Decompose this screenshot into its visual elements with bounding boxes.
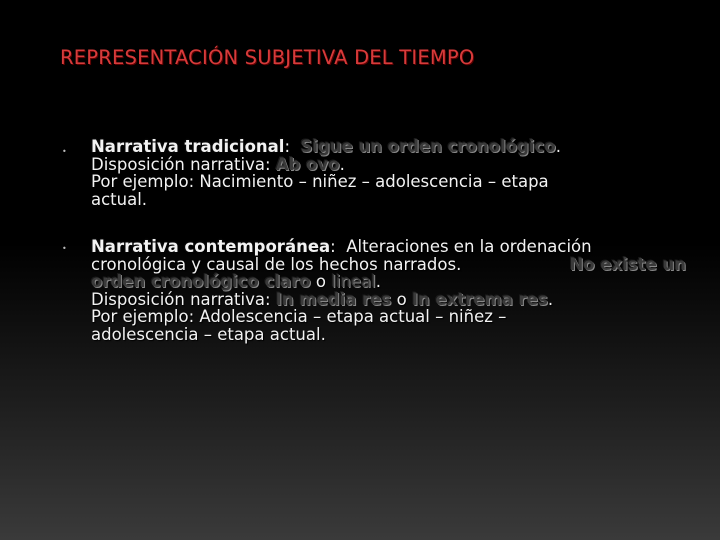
contemporary-example-line-2: adolescencia – etapa actual.: [91, 324, 326, 344]
traditional-example-line-1: Por ejemplo: Nacimiento – niñez – adolescencia – etapa: [91, 172, 549, 191]
contemporary-period: .: [375, 272, 382, 291]
traditional-term: Narrativa tradicional: [91, 137, 285, 156]
bullet-item-traditional: [91, 138, 686, 208]
contemporary-connector: o: [315, 272, 327, 291]
traditional-definition: Sigue un orden cronológico: [300, 137, 556, 156]
traditional-disposition-label: Disposición narrativa:: [91, 154, 271, 174]
contemporary-colon: :: [330, 237, 336, 256]
traditional-example-line-2: actual.: [91, 189, 148, 209]
contemporary-disposition-label: Disposición narrativa:: [91, 289, 271, 309]
contemporary-desc-line-1: Alteraciones en la ordenación: [346, 237, 592, 256]
contemporary-disposition-period: .: [547, 289, 554, 309]
bullet-icon: •: [62, 244, 67, 253]
contemporary-emphasis-lineal: lineal: [331, 272, 376, 291]
contemporary-line-3: [91, 273, 686, 291]
contemporary-emphasis-2: orden cronológico claro: [91, 272, 311, 291]
contemporary-line-4: [91, 291, 686, 309]
traditional-disposition-period: .: [339, 154, 345, 174]
contemporary-term: Narrativa contemporánea: [91, 237, 331, 256]
contemporary-connector-2: o: [396, 289, 407, 309]
contemporary-disposition-value-2: In extrema res: [411, 289, 548, 309]
contemporary-desc-line-2: cronológica y causal de los hechos narrados.: [91, 254, 462, 274]
traditional-disposition-value: Ab ovo: [275, 154, 340, 174]
contemporary-line-1: [91, 238, 686, 256]
bullet-item-contemporary: [91, 238, 686, 343]
traditional-period: .: [555, 137, 561, 156]
traditional-line-1: [91, 138, 686, 156]
contemporary-emphasis-1: No existe un: [569, 254, 686, 274]
contemporary-line-2: [91, 256, 686, 274]
slide-title: REPRESENTACIÓN SUBJETIVA DEL TIEMPO: [60, 46, 475, 69]
traditional-colon: :: [284, 137, 291, 156]
bullet-icon: •: [62, 147, 67, 156]
contemporary-example-line-1: Por ejemplo: Adolescencia – etapa actual – niñez –: [91, 307, 507, 326]
traditional-line-2: [91, 156, 686, 174]
contemporary-disposition-value-1: In media res: [275, 289, 392, 309]
